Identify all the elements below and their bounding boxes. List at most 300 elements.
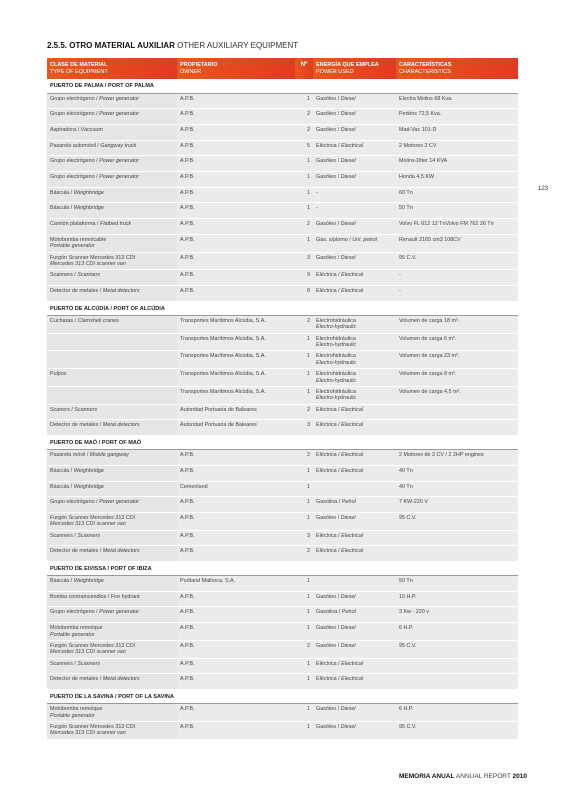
- type-es: Detector de metales: [50, 422, 99, 429]
- power-en: Diesel: [340, 625, 356, 632]
- power-es: Gasóleo: [316, 254, 337, 261]
- type-es: Detector de metales: [50, 548, 99, 555]
- cell-power: [313, 386, 396, 404]
- cell-owner: [177, 187, 295, 203]
- section-title: [47, 41, 298, 50]
- number-text: 2: [307, 317, 310, 324]
- cell-number: [295, 674, 313, 690]
- power-en: Electrical: [341, 548, 364, 555]
- cell-power: [313, 607, 396, 623]
- power-en: Electrical: [341, 272, 364, 279]
- number-text: 1: [307, 173, 310, 180]
- table-row: [47, 124, 518, 140]
- power-en: Diesel: [340, 723, 356, 730]
- type-es: Furgón Scanner Mercedes 313 CDI: [50, 642, 136, 649]
- type-en: Mercedes 313 CDI scanner van: [50, 521, 126, 528]
- power-es: Eléctrica: [316, 272, 337, 279]
- power-en: Electrical: [341, 676, 364, 683]
- type-en: Power generator: [99, 609, 140, 616]
- power-en: Diesel: [340, 95, 356, 102]
- cell-type: [47, 674, 177, 690]
- type-es: Motobomba remolcable: [50, 236, 107, 243]
- power-es: Gasóleo: [316, 111, 337, 118]
- type-es: Furgón Scanner Mercedes 313 CDI: [50, 514, 136, 521]
- cell-type: [47, 270, 177, 286]
- power-es: Gasolina: [316, 499, 338, 506]
- number-text: 1: [307, 158, 310, 165]
- cell-power: [313, 369, 396, 387]
- power-en: Diesel: [340, 254, 356, 261]
- section-row: [47, 301, 518, 315]
- cell-power: [313, 286, 396, 302]
- table-row: [47, 93, 518, 109]
- characteristics-text: 95 C.V.: [399, 254, 417, 261]
- owner-text: A.P.B.: [180, 499, 195, 506]
- power-es: Eléctrica: [316, 467, 337, 474]
- characteristics-text: 2 Motores de 2 CV / 2 2HP engines: [399, 452, 484, 459]
- type-sep: /: [76, 126, 81, 133]
- power-sep: /: [336, 660, 342, 667]
- power-es: Eléctrica: [316, 142, 337, 149]
- table-row: [47, 140, 518, 156]
- power-en: Petrol: [341, 609, 356, 616]
- type-en: Metal detectors: [102, 676, 140, 683]
- characteristics-text: Electra Molins 68 Kva.: [399, 95, 453, 102]
- characteristics-text: Molins-Diter 14 KVA: [399, 158, 448, 165]
- owner-text: Transportes Marítimos Alcúdia, S.A.: [180, 388, 266, 395]
- owner-text: A.P.B.: [180, 723, 195, 730]
- power-en: Electrical: [341, 406, 364, 413]
- cell-characteristics: [396, 420, 518, 436]
- type-es: Camión plataforma: [50, 221, 96, 227]
- type-en: Fire hydrant: [110, 593, 140, 600]
- cell-owner: [177, 93, 295, 109]
- number-text: 2: [307, 406, 310, 413]
- header-type: CLASE DE MATERIAL TYPE OF EQUIPMENT: [47, 58, 177, 79]
- type-sep: /: [95, 221, 101, 227]
- cell-type: [47, 386, 177, 404]
- cell-number: [295, 252, 313, 270]
- type-sep: /: [85, 452, 90, 459]
- power-sep: /: [336, 706, 341, 713]
- cell-power: [313, 481, 396, 497]
- number-text: 1: [307, 723, 310, 730]
- characteristics-text: Volumen de carga 4,5 m³.: [399, 388, 461, 395]
- type-en: Weighbridge: [73, 467, 104, 474]
- power-sep: /: [337, 499, 342, 506]
- type-es: Scanners: [50, 532, 73, 539]
- type-sep: /: [69, 189, 74, 196]
- cell-number: [295, 351, 313, 369]
- type-es: Aspiradora: [50, 126, 77, 133]
- cell-type: [47, 93, 177, 109]
- cell-power: [313, 623, 396, 641]
- type-sep: /: [98, 422, 103, 429]
- type-en: Metal detectors: [102, 288, 140, 294]
- power-en: Petrol: [341, 499, 356, 506]
- type-en: Portable generator: [50, 712, 95, 719]
- cell-type: [47, 109, 177, 125]
- type-es: Pasarela automóvil: [50, 142, 96, 149]
- cell-power: [313, 704, 396, 722]
- cell-characteristics: [396, 576, 518, 592]
- power-es: Electrohidráulica: [316, 317, 356, 324]
- type-sep: /: [98, 288, 103, 294]
- power-sep: /: [336, 676, 342, 683]
- owner-text: A.P.B.: [180, 254, 195, 261]
- cell-type: [47, 530, 177, 546]
- owner-text: Autoridad Portuaria de Baleares: [180, 422, 257, 429]
- table-row: [47, 497, 518, 513]
- type-en: Weighbridge: [73, 189, 104, 196]
- cell-characteristics: [396, 171, 518, 187]
- cell-number: [295, 171, 313, 187]
- cell-characteristics: [396, 315, 518, 333]
- power-es: Gasóleo: [316, 706, 337, 713]
- type-en: Mobile gangway: [89, 452, 129, 459]
- table-row: [47, 607, 518, 623]
- cell-power: [313, 252, 396, 270]
- type-en: Weighbridge: [73, 483, 104, 490]
- number-text: 3: [307, 422, 310, 429]
- characteristics-text: 50 Tn: [399, 578, 413, 585]
- cell-power: [313, 640, 396, 658]
- owner-text: A.P.B.: [180, 706, 195, 713]
- cell-type: [47, 658, 177, 674]
- power-sep: /: [336, 422, 342, 429]
- owner-text: Transportes Marítimos Alcúdia, S.A.: [180, 317, 266, 324]
- table-header: [47, 58, 518, 79]
- characteristics-text: 10 H.P.: [399, 593, 417, 600]
- table-row: [47, 369, 518, 387]
- cell-type: [47, 369, 177, 387]
- power-es: Eléctrica: [316, 532, 337, 539]
- owner-text: Transportes Marítimos Alcúdia, S.A.: [180, 335, 266, 342]
- number-text: 3: [307, 532, 310, 539]
- footer-main: MEMORIA ANUAL: [398, 773, 455, 780]
- table-row: [47, 658, 518, 674]
- cell-characteristics: [396, 124, 518, 140]
- number-text: 1: [307, 388, 310, 395]
- cell-power: [313, 187, 396, 203]
- table-row: [47, 270, 518, 286]
- table-row: [47, 219, 518, 235]
- type-sep: /: [94, 173, 100, 180]
- power-en: Electrical: [341, 422, 364, 429]
- characteristics-text: 6 H.P.: [399, 625, 414, 632]
- owner-text: A.P.B.: [180, 205, 195, 212]
- cell-characteristics: [396, 704, 518, 722]
- cell-power: [313, 546, 396, 562]
- power-sep: /: [336, 532, 342, 539]
- number-text: 1: [307, 95, 310, 102]
- cell-owner: [177, 315, 295, 333]
- cell-characteristics: [396, 546, 518, 562]
- cell-number: [295, 546, 313, 562]
- cell-owner: [177, 270, 295, 286]
- cell-owner: [177, 420, 295, 436]
- cell-number: [295, 576, 313, 592]
- type-es: Báscula: [50, 483, 70, 490]
- table-row: [47, 203, 518, 219]
- power-es: Gasóleo: [316, 126, 337, 133]
- owner-text: A.P.B.: [180, 593, 195, 600]
- table-row: [47, 721, 518, 739]
- owner-text: A.P.B.: [180, 625, 195, 632]
- cell-owner: [177, 512, 295, 530]
- type-en: Portable generator: [50, 243, 95, 250]
- power-es: Gasóleo: [316, 642, 337, 649]
- cell-number: [295, 315, 313, 333]
- equipment-table: [47, 58, 518, 740]
- cell-power: [313, 156, 396, 172]
- cell-power: [313, 109, 396, 125]
- power-en: Electrical: [341, 660, 364, 667]
- power-sep: /: [336, 625, 341, 632]
- cell-characteristics: [396, 404, 518, 420]
- power-en: Diesel: [340, 221, 356, 227]
- power-es: Gasolina: [316, 609, 338, 616]
- cell-power: [313, 140, 396, 156]
- power-es: Gasóleo: [316, 173, 337, 180]
- cell-power: [313, 333, 396, 351]
- type-es: Grupo electrógeno: [50, 173, 95, 180]
- cell-number: [295, 156, 313, 172]
- cell-power: [313, 171, 396, 187]
- cell-power: [313, 674, 396, 690]
- type-es: Grupo electrógeno: [50, 158, 95, 165]
- power-en: Unl. petrol: [352, 236, 377, 243]
- cell-power: [313, 234, 396, 252]
- page-number: 123: [538, 186, 549, 192]
- cell-type: [47, 219, 177, 235]
- type-sep: /: [72, 532, 78, 539]
- characteristics-text: 60 Tn: [399, 189, 413, 196]
- characteristics-text: Honda 4,5 KW: [399, 173, 435, 180]
- power-sep: /: [336, 272, 342, 279]
- type-es: Scaners: [50, 406, 70, 413]
- table-row: [47, 591, 518, 607]
- cell-type: [47, 546, 177, 562]
- type-en: Scanners: [77, 660, 101, 667]
- power-sep: /: [337, 609, 342, 616]
- power-es: Gasóleo: [316, 625, 337, 632]
- type-sep: /: [69, 467, 74, 474]
- number-text: 1: [307, 706, 310, 713]
- characteristics-text: Renault 2165 cm3 108CV: [399, 236, 461, 243]
- cell-owner: [177, 203, 295, 219]
- power-en: Electrical: [341, 142, 364, 149]
- section-row: [47, 690, 518, 704]
- cell-number: [295, 481, 313, 497]
- power-es: Eléctrica: [316, 548, 337, 555]
- cell-owner: [177, 156, 295, 172]
- power-sep: /: [336, 288, 342, 294]
- cell-owner: [177, 591, 295, 607]
- cell-characteristics: [396, 109, 518, 125]
- cell-number: [295, 270, 313, 286]
- power-sep: /: [336, 514, 341, 521]
- cell-owner: [177, 658, 295, 674]
- power-es: Gasóleo: [316, 95, 337, 102]
- type-en: Mercedes 313 CDI scanner van: [50, 649, 126, 656]
- cell-owner: [177, 497, 295, 513]
- cell-number: [295, 369, 313, 387]
- cell-owner: [177, 386, 295, 404]
- title-code: 2.5.5. OTRO MATERIAL AUXILIAR: [47, 41, 175, 50]
- cell-owner: [177, 674, 295, 690]
- cell-number: [295, 286, 313, 302]
- owner-text: A.P.B.: [180, 467, 195, 474]
- type-en: Portable generator: [50, 631, 95, 638]
- type-sep: /: [69, 205, 74, 212]
- cell-owner: [177, 124, 295, 140]
- cell-owner: [177, 234, 295, 252]
- title-english: OTHER AUXILIARY EQUIPMENT: [177, 41, 299, 50]
- section-row: [47, 79, 518, 93]
- owner-text: A.P.B.: [180, 221, 195, 227]
- table-row: [47, 404, 518, 420]
- power-sep: /: [336, 406, 342, 413]
- power-es: Gasóleo: [316, 158, 337, 165]
- cell-power: [313, 219, 396, 235]
- number-text: 1: [307, 371, 310, 378]
- power-en: Electro-hydraulic: [316, 359, 357, 366]
- table-row: [47, 156, 518, 172]
- cell-number: [295, 124, 313, 140]
- cell-type: [47, 187, 177, 203]
- cell-characteristics: [396, 203, 518, 219]
- type-en: Metal detectors: [102, 548, 140, 555]
- section-row: [47, 562, 518, 576]
- cell-characteristics: [396, 721, 518, 739]
- cell-type: [47, 420, 177, 436]
- power-en: Electro-hydraulic: [316, 395, 357, 402]
- cell-owner: [177, 481, 295, 497]
- cell-number: [295, 465, 313, 481]
- owner-text: A.P.B.: [180, 173, 195, 180]
- power-es: Gasóleo: [316, 514, 337, 521]
- table-row: [47, 315, 518, 333]
- characteristics-text: -: [399, 272, 401, 279]
- cell-owner: [177, 450, 295, 466]
- characteristics-text: Volumen de carga 18 m³.: [399, 317, 460, 324]
- cell-owner: [177, 623, 295, 641]
- type-es: Báscula: [50, 189, 70, 196]
- type-sep: /: [73, 317, 78, 324]
- number-text: 2: [307, 111, 310, 118]
- cell-number: [295, 140, 313, 156]
- table-row: [47, 171, 518, 187]
- cell-power: [313, 591, 396, 607]
- cell-characteristics: [396, 286, 518, 302]
- cell-number: [295, 607, 313, 623]
- number-text: 1: [307, 353, 310, 360]
- cell-type: [47, 351, 177, 369]
- cell-number: [295, 386, 313, 404]
- type-sep: /: [106, 593, 111, 600]
- table-row: [47, 530, 518, 546]
- owner-text: A.P.B.: [180, 548, 195, 555]
- table-row: [47, 465, 518, 481]
- type-es: Detector de metales: [50, 288, 99, 294]
- cell-type: [47, 591, 177, 607]
- cell-owner: [177, 704, 295, 722]
- cell-characteristics: [396, 156, 518, 172]
- owner-text: A.P.B.: [180, 142, 195, 149]
- power-sep: /: [336, 254, 341, 261]
- cell-type: [47, 286, 177, 302]
- characteristics-text: 6 H.P.: [399, 706, 414, 713]
- type-es: Motobomba remolque: [50, 706, 103, 713]
- number-text: 1: [307, 236, 310, 243]
- type-en: Scanners: [74, 406, 98, 413]
- cell-owner: [177, 252, 295, 270]
- type-sep: /: [94, 158, 100, 165]
- footer-sub: ANNUAL REPORT: [455, 773, 511, 780]
- power-en: Diesel: [340, 642, 356, 649]
- cell-power: [313, 315, 396, 333]
- power-es: Gasóleo: [316, 593, 337, 600]
- cell-type: [47, 465, 177, 481]
- type-en: Power generator: [99, 158, 140, 165]
- cell-type: [47, 234, 177, 252]
- owner-text: A.P.B.: [180, 642, 195, 649]
- type-sep: /: [98, 676, 103, 683]
- cell-power: [313, 512, 396, 530]
- table-body: [47, 79, 518, 739]
- owner-text: A.P.B.: [180, 288, 195, 294]
- table-row: [47, 512, 518, 530]
- owner-text: Cemenland: [180, 483, 208, 490]
- type-en: Metal detectors: [102, 422, 140, 429]
- power-sep: /: [336, 723, 341, 730]
- owner-text: A.P.B.: [180, 95, 195, 102]
- owner-text: Autoridad Portuaria de Baleares: [180, 406, 257, 413]
- type-sep: /: [95, 142, 101, 149]
- number-text: 1: [307, 205, 310, 212]
- header-characteristics: CARACTERÍSTICAS CHARACTERISTICS: [396, 58, 518, 79]
- table-row: [47, 640, 518, 658]
- type-es: Furgón Scanner Mercedes 313 CDI: [50, 723, 136, 730]
- type-en: Scanners: [77, 272, 101, 279]
- characteristics-text: Mad-Vac 101-D: [399, 126, 437, 133]
- owner-text: Transportes Marítimos Alcúdia, S.A.: [180, 353, 266, 360]
- characteristics-text: 3 Kw - 220 v: [399, 609, 429, 616]
- cell-characteristics: [396, 270, 518, 286]
- number-text: 2: [307, 126, 310, 133]
- table-row: [47, 286, 518, 302]
- owner-text: A.P.B.: [180, 532, 195, 539]
- cell-owner: [177, 286, 295, 302]
- cell-type: [47, 721, 177, 739]
- type-sep: /: [69, 406, 75, 413]
- type-en: Power generator: [99, 111, 140, 118]
- table-row: [47, 704, 518, 722]
- cell-type: [47, 333, 177, 351]
- type-es: Grupo electrógeno: [50, 111, 95, 118]
- number-text: 1: [307, 467, 310, 474]
- cell-characteristics: [396, 93, 518, 109]
- cell-power: [313, 124, 396, 140]
- table-row: [47, 252, 518, 270]
- power-sep: /: [347, 236, 353, 243]
- type-en: Power generator: [99, 95, 140, 102]
- power-en: Diesel: [340, 126, 356, 133]
- type-en: Gangway truck: [100, 142, 137, 149]
- cell-characteristics: [396, 333, 518, 351]
- number-text: 1: [307, 578, 310, 585]
